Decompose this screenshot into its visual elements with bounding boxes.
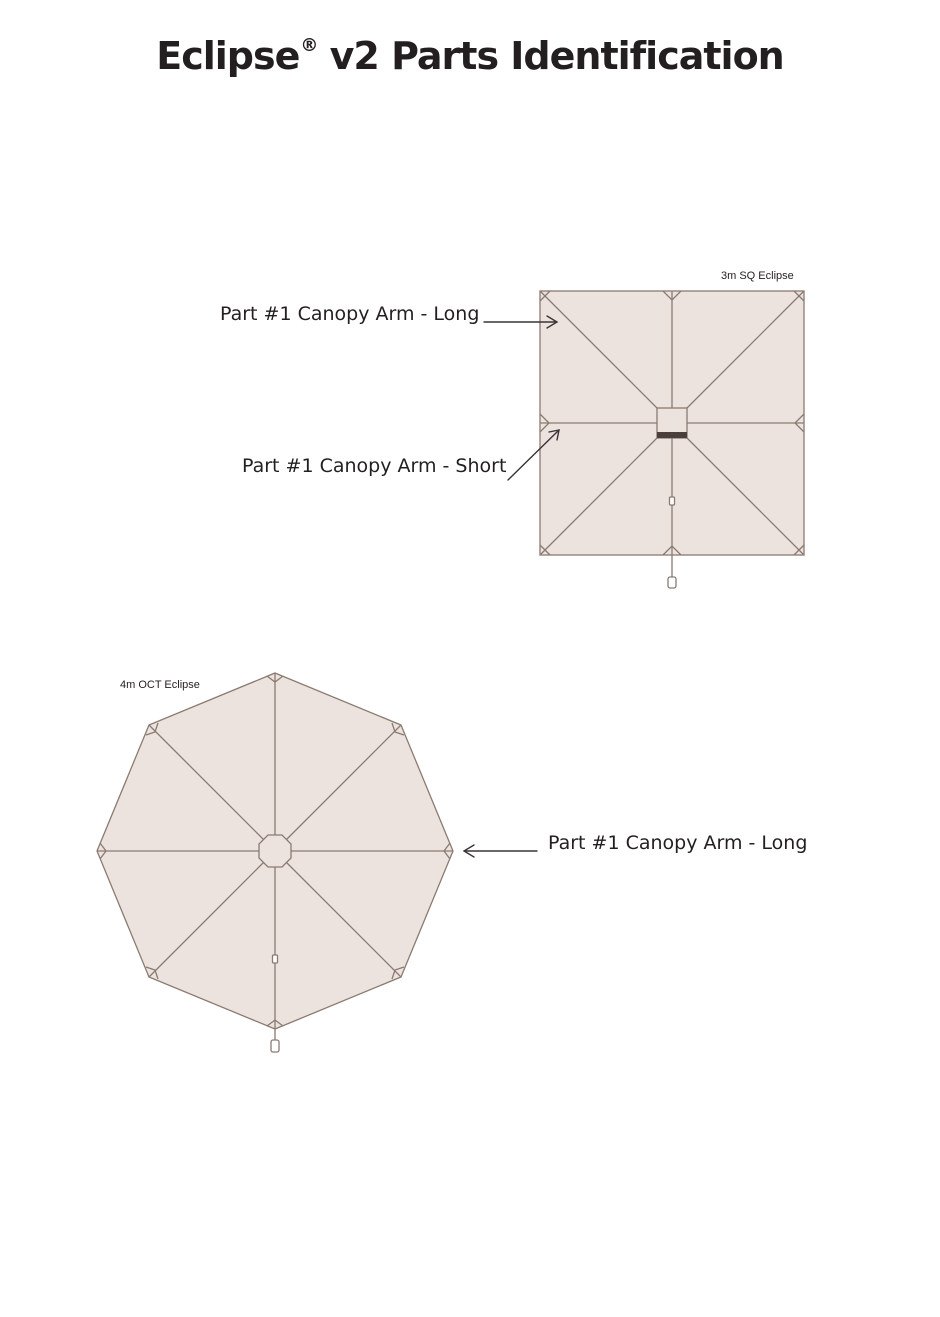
octagon-crank-handle — [271, 1040, 279, 1052]
square-model-label: 3m SQ Eclipse — [721, 270, 794, 282]
callout-octagon-long: Part #1 Canopy Arm - Long — [548, 832, 808, 854]
callout-square-long: Part #1 Canopy Arm - Long — [220, 303, 480, 325]
arrow-octagon-long — [464, 845, 537, 857]
registered-mark: ® — [300, 35, 318, 56]
octagon-canopy — [97, 673, 453, 1052]
square-handle-mark — [670, 497, 675, 505]
callout-square-short: Part #1 Canopy Arm - Short — [242, 455, 507, 477]
square-canopy — [540, 291, 804, 588]
octagon-handle-mark — [273, 955, 278, 963]
title-text: Eclipse — [156, 34, 300, 78]
octagon-model-label: 4m OCT Eclipse — [120, 679, 200, 691]
title-suffix: v2 Parts Identification — [329, 34, 784, 78]
octagon-hub — [259, 835, 291, 867]
square-crank-handle — [668, 577, 676, 588]
square-hub-band — [657, 432, 687, 438]
